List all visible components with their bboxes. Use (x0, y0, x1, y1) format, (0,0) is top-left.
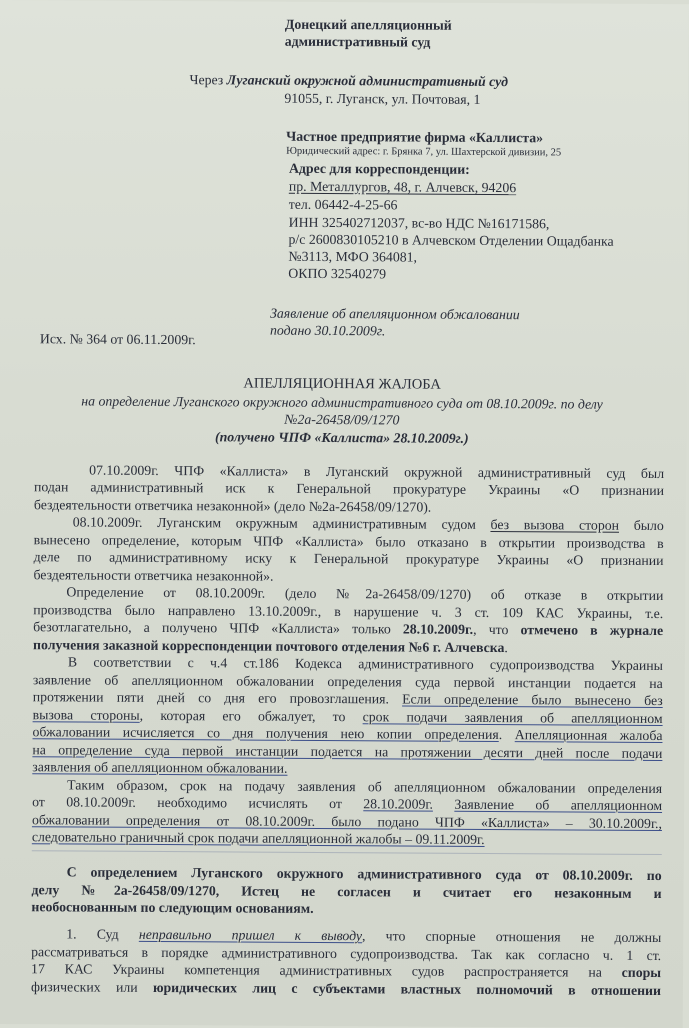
p4-line6: на определение суда первой инстанции подается на протяжении десяти дней после подачи (32, 742, 663, 762)
p4-underlined-rule: Если определение было вынесено без (402, 691, 663, 709)
pen-stroke (32, 850, 662, 855)
via-line (189, 71, 508, 90)
p1-line2: подан административный иск к Генеральной прокуратуре Украины «О признании (33, 479, 665, 499)
p4-text-b: , которая его обжалует, то (139, 707, 363, 725)
p7-line1 (66, 925, 661, 946)
p5-line3: обжаловании определения от 08.10.2009г. было подано ЧПФ «Каллиста» – 30.10.2009г., (31, 812, 663, 832)
p4-text-a: протяжении пяти дней со дня его провозглашения. (32, 689, 403, 707)
court-name-line2: административный суд (284, 33, 431, 50)
p3-journal-note: отмечено в журнале (520, 622, 664, 639)
corr-address: пр. Металлургов, 48, г. Алчевск, 94206 (288, 178, 517, 196)
p4-line7: заявления об апелляционном обжаловании. (32, 759, 288, 776)
p2-text-c: было (618, 517, 664, 534)
outgoing-number: Исх. № 364 от 06.11.2009г. (39, 331, 196, 348)
note-line2: подано 30.10.2009г. (269, 322, 386, 339)
p4-underlined-party: вызова стороны (32, 707, 140, 723)
p7-line2: рассматриваться в порядке административного судопроизводства. Так как согласно ч. 1 ст. (31, 944, 662, 964)
bank-account: р/с 2600830105210 в Алчевском Отделении Ощадбанка (288, 231, 614, 249)
p5-line1: Таким образом, срок на подачу заявления об апелляционном обжаловании определения (67, 777, 663, 797)
okpo: ОКПО 32540279 (288, 265, 387, 282)
p7-disputes: споры (621, 964, 662, 981)
note-line1: Заявление об апелляционном обжаловании (270, 305, 520, 323)
document-title: АПЕЛЛЯЦИОННАЯ ЖАЛОБА (243, 375, 441, 393)
p5-text-a: от 08.10.2009г. необходимо исчислять от (32, 794, 364, 812)
p3-journal-text: получения заказной корреспонденции почтового отделения №6 г. Алчевска (33, 637, 505, 656)
p2-line2: вынесено определение, которым ЧПФ «Каллиста» было отказано в открытии производства в (33, 532, 664, 552)
via-court: Луганский окружной административный суд (226, 72, 509, 90)
p3-line4-end: . (504, 640, 508, 656)
p5-underlined-statement: Заявление об апелляционном (454, 796, 663, 814)
title-received: (получено ЧПФ «Каллиста» 28.10.2009г.) (214, 429, 469, 446)
applicant-name: Частное предприятие фирма «Каллиста» (286, 128, 544, 146)
p4-line2: заявление об апелляционном обжаловании определения суда первой инстанции подается на (32, 672, 663, 692)
p5-text-c (433, 797, 455, 812)
bank-branch: №3113, МФО 364081, (288, 248, 418, 265)
p2-line3: деле по административному иску к Генеральной прокуратуре Украины «О признании (33, 549, 664, 569)
via-prefix: Через (189, 72, 224, 88)
p7-line4 (31, 978, 661, 999)
p4-underlined-count: обжаловании исчисляется со дня получения нею копии определения (32, 724, 499, 743)
p4-line1: В соответствии с ч.4 ст.186 Кодекса административного судопроизводства Украины (67, 654, 663, 674)
p2-text-a: 08.10.2009г. Луганским окружным административным судом (72, 514, 491, 533)
inn: ИНН 325402712037, вс-во НДС №16171586, (288, 214, 550, 232)
via-address: 91055, г. Луганск, ул. Почтовая, 1 (284, 90, 481, 107)
p3-text-c: , что (473, 621, 521, 638)
p7-text-a: 1. Суд (66, 926, 139, 942)
p6-line1: С определением Луганского окружного административного суда от 08.10.2009г. по (66, 864, 662, 884)
p1-line3: бездеятельности ответчика незаконной» (дело №2а-26458/09/1270). (33, 497, 432, 515)
p2-line4: бездеятельности ответчика незаконной». (33, 567, 274, 584)
p7-text-c: , что спорные отношения не должны (362, 928, 662, 946)
p4-underlined-appeal: Апелляционная жалоба (514, 727, 663, 744)
p3-line2: производства было направлено 13.10.2009г., в нарушение ч. 3 ст. 109 КАС Украины, т.е. (33, 602, 664, 622)
court-name-line1: Донецкий апелляционный (284, 16, 452, 33)
p1-line1: 07.10.2009г. ЧПФ «Каллиста» в Луганский окружной административный суд был (89, 462, 665, 482)
title-subtitle-line2: №2а-26458/09/1270 (284, 411, 400, 428)
p2-line1 (73, 513, 664, 534)
p3-received-date: 28.10.2009г. (402, 621, 474, 637)
p7-text-a4: физических или (30, 979, 154, 995)
p4-text-b2: . (498, 727, 515, 743)
p2-underlined-no-parties: без вызова сторон (490, 517, 620, 533)
p7-legal-entities: юридических лиц с субъектами властных полномочий в отношении (152, 979, 661, 999)
p6-line2: делу №2а-26458/09/1270, Истец не согласен и считает его незаконным и (31, 882, 662, 902)
p5-underlined-date: 28.10.2009г. (363, 796, 434, 812)
p3-line1: Определение от 08.10.2009г. (дело №2а-26458/09/1270) об отказе в открытии (66, 584, 664, 604)
title-subtitle-line1: на определение Луганского окружного административного суда от 08.10.2009г. по делу (81, 393, 603, 412)
p6-line3: необоснованным по следующим основаниям. (31, 899, 314, 916)
p7-underlined-conclusion: неправильно пришел к выводу (138, 926, 363, 944)
p3-text-a: безотлагательно, а получено ЧПФ «Каллиста» только (33, 619, 403, 637)
corr-address-label: Адрес для корреспонденции: (288, 160, 470, 177)
p7-text-a3: 17 КАС Украины компетенция административных судов распространяется на (31, 961, 622, 980)
legal-address: Юридический адрес: г. Брянка 7, ул. Шахтерской дивизии, 25 (286, 145, 562, 159)
phone: тел. 06442-4-25-66 (288, 196, 398, 213)
p5-line4: следовательно граничный срок подачи апелляционной жалобы – 09.11.2009г. (31, 829, 485, 847)
p4-underlined-term: срок подачи заявления об апелляционном (362, 709, 663, 727)
